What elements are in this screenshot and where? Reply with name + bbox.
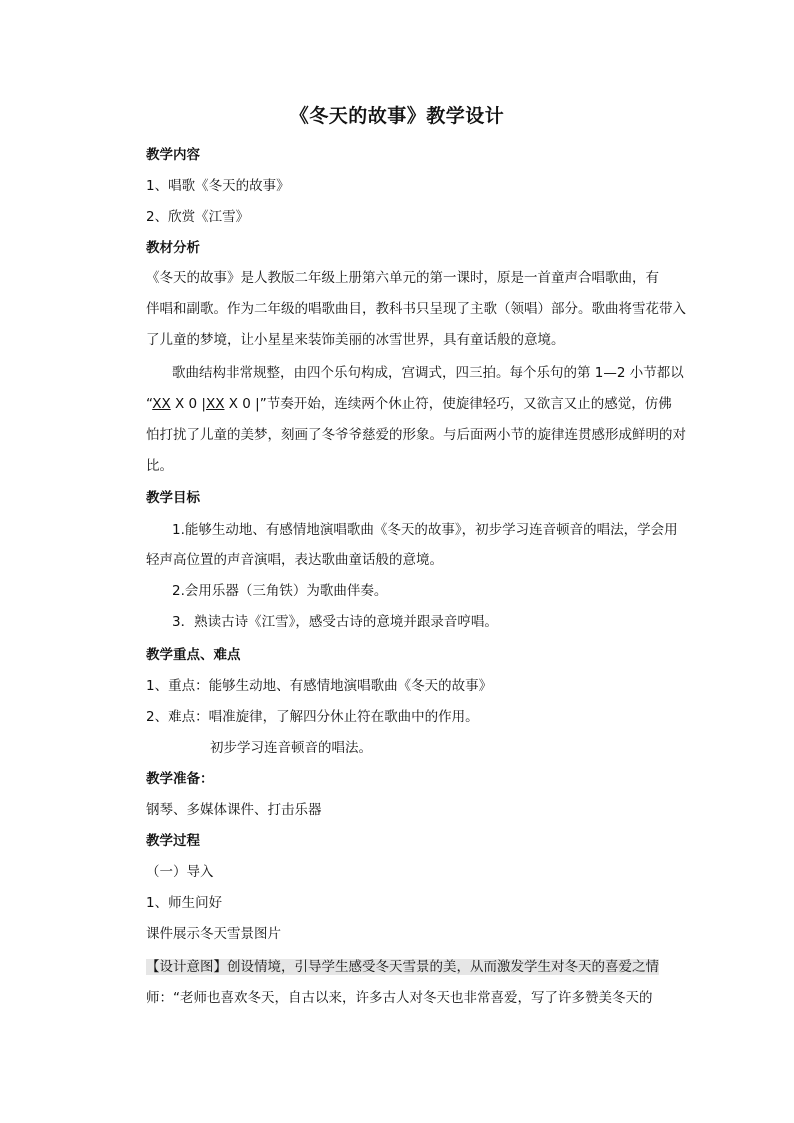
key-item-2: 2、难点：唱准旋律，了解四分休止符在歌曲中的作用。: [146, 709, 479, 725]
analysis-p2-line3: 怕打扰了儿童的美梦，刻画了冬爷爷慈爱的形象。与后面两小节的旋律连贯感形成鲜明的对: [146, 427, 686, 443]
key-heading: 教学重点、难点: [146, 647, 241, 663]
goal-2: 2.会用乐器（三角铁）为歌曲伴奏。: [172, 583, 388, 599]
rhythm-a-rest: X 0 |: [170, 396, 206, 412]
prep-text: 钢琴、多媒体课件、打击乐器: [146, 802, 322, 818]
prep-heading: 教学准备：: [146, 771, 214, 787]
content-item-2: 2、欣赏《江雪》: [146, 209, 250, 225]
goal-3: 3．熟读古诗《江雪》，感受古诗的意境并跟录音哼唱。: [172, 614, 498, 630]
analysis-p1-line2: 伴唱和副歌。作为二年级的唱歌曲目，教科书只呈现了主歌（领唱）部分。歌曲将雪花带入: [146, 301, 686, 317]
content-item-1: 1、唱歌《冬天的故事》: [146, 178, 290, 194]
design-intent-label: 【设计意图】: [146, 959, 227, 975]
rhythm-tail: ”节奏开始，连续两个休止符，使旋律轻巧，又欲言又止的感觉，仿佛: [259, 396, 672, 412]
analysis-p2-line1: 歌曲结构非常规整，由四个乐句构成，宫调式，四三拍。每个乐句的第 1—2 小节都以: [172, 365, 684, 381]
rhythm-b-rest: X 0 |: [224, 396, 260, 412]
rhythm-b: XX: [205, 396, 225, 412]
analysis-p2-line4: 比。: [146, 458, 173, 474]
process-heading: 教学过程: [146, 833, 200, 849]
key-item-3: 初步学习连音顿音的唱法。: [210, 740, 372, 756]
key-item-1: 1、重点：能够生动地、有感情地演唱歌曲《冬天的故事》: [146, 678, 493, 694]
analysis-p1-line3: 了儿童的梦境，让小星星来装饰美丽的冰雪世界，具有童话般的意境。: [146, 332, 565, 348]
goal-1: 1.能够生动地、有感情地演唱歌曲《冬天的故事》，初步学习连音顿音的唱法，学会用: [172, 522, 678, 538]
analysis-heading: 教材分析: [146, 240, 200, 256]
teacher-line: 师：“老师也喜欢冬天，自古以来，许多古人对冬天也非常喜爱，写了许多赞美冬天的: [146, 990, 653, 1006]
process-item-1: （一）导入: [146, 864, 214, 880]
analysis-p2-line2: [146, 394, 676, 414]
open-quote: “: [146, 396, 153, 412]
process-item-3: 课件展示冬天雪景图片: [146, 926, 281, 942]
goals-heading: 教学目标: [146, 490, 200, 506]
design-intent-line: [146, 957, 676, 977]
design-intent-text: 创设情境，引导学生感受冬天雪景的美，从而激发学生对冬天的喜爱之情: [227, 959, 659, 975]
content-heading: 教学内容: [146, 147, 200, 163]
goal-1-cont: 轻声高位置的声音演唱，表达歌曲童话般的意境。: [146, 552, 443, 568]
process-item-2: 1、师生问好: [146, 895, 223, 911]
page-title: 《冬天的故事》教学设计: [289, 105, 505, 127]
analysis-p1-line1: 《冬天的故事》是人教版二年级上册第六单元的第一课时，原是一首童声合唱歌曲，有: [146, 270, 659, 286]
rhythm-a: XX: [152, 396, 171, 412]
